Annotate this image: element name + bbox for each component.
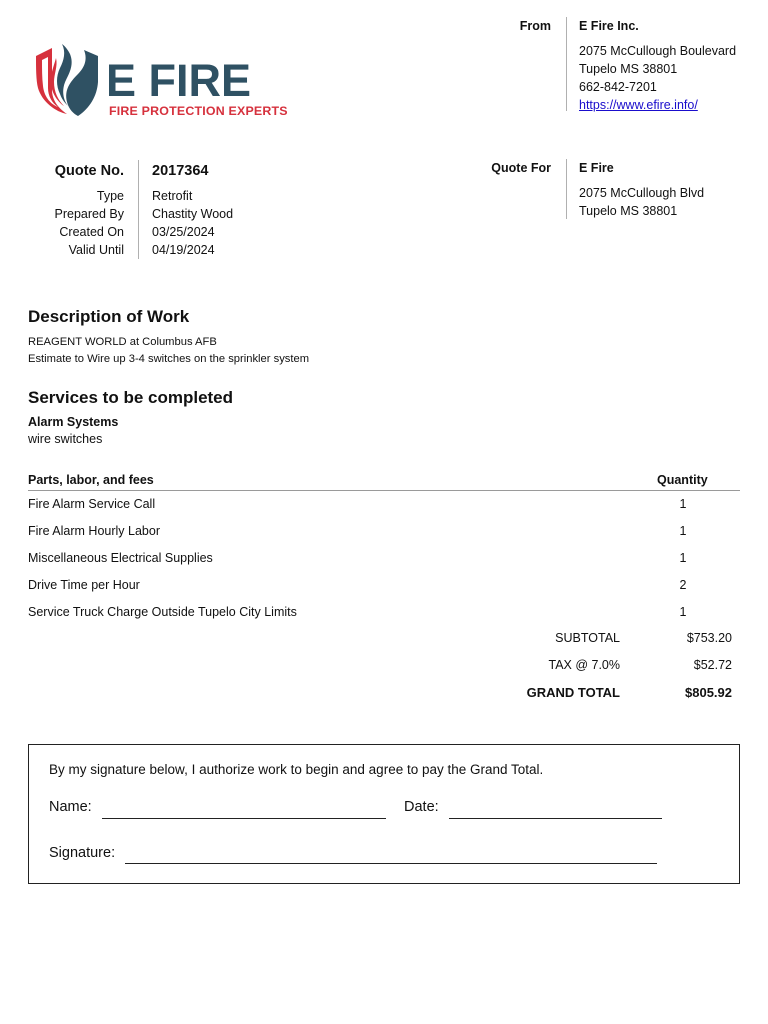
created-on-value: 03/25/2024 <box>152 225 215 239</box>
tax-label: TAX @ 7.0% <box>548 658 620 672</box>
brand-tagline: FIRE PROTECTION EXPERTS <box>109 104 288 118</box>
from-company: E Fire Inc. <box>579 19 639 33</box>
quote-divider <box>138 160 139 259</box>
item-name: Fire Alarm Service Call <box>28 497 156 511</box>
item-quantity: 1 <box>679 524 687 538</box>
quote-for-address <box>579 184 704 220</box>
authorization-text: By my signature below, I authorize work to begin and agree to pay the Grand Total. <box>49 762 544 777</box>
created-on-label: Created On <box>59 225 124 239</box>
quote-for-address-line2: Tupelo MS 38801 <box>579 204 678 218</box>
items-table-header <box>28 473 740 491</box>
valid-until-label: Valid Until <box>68 243 124 257</box>
type-label: Type <box>96 189 124 203</box>
quote-field-labels <box>30 187 124 259</box>
valid-until-value: 04/19/2024 <box>152 243 215 257</box>
quote-number: 2017364 <box>152 163 209 179</box>
prepared-by-label: Prepared By <box>54 207 124 221</box>
subtotal-value: $753.20 <box>686 631 732 645</box>
item-quantity: 2 <box>679 578 687 592</box>
from-label: From <box>519 19 551 33</box>
from-divider <box>566 17 567 111</box>
from-phone: 662-842-7201 <box>579 80 657 94</box>
services-heading: Services to be completed <box>28 388 234 407</box>
from-address-line2: Tupelo MS 38801 <box>579 62 678 76</box>
prepared-by-value: Chastity Wood <box>152 207 234 221</box>
item-quantity: 1 <box>679 551 687 565</box>
quote-for-divider <box>566 159 567 219</box>
description-heading: Description of Work <box>28 307 190 326</box>
quote-for-address-line1: 2075 McCullough Blvd <box>579 186 705 200</box>
date-label: Date: <box>404 799 439 815</box>
item-quantity: 1 <box>679 605 687 619</box>
table-row <box>28 524 740 542</box>
subtotal-label: SUBTOTAL <box>555 631 620 645</box>
table-row <box>28 578 740 596</box>
type-value: Retrofit <box>152 189 193 203</box>
quote-for-label: Quote For <box>491 161 551 175</box>
table-row <box>28 497 740 515</box>
item-name: Drive Time per Hour <box>28 578 140 592</box>
description-line1: REAGENT WORLD at Columbus AFB <box>28 336 217 348</box>
quote-number-label: Quote No. <box>54 163 124 179</box>
flame-shield-icon <box>34 42 100 122</box>
brand-name: E FIRE <box>106 55 252 106</box>
item-name: Miscellaneous Electrical Supplies <box>28 551 213 565</box>
quote-for-name: E Fire <box>579 161 614 175</box>
item-name: Service Truck Charge Outside Tupelo City Limits <box>28 605 297 619</box>
items-column-header: Parts, labor, and fees <box>28 473 154 487</box>
signature-label: Signature: <box>49 845 116 861</box>
table-row <box>28 551 740 569</box>
from-address-line1: 2075 McCullough Boulevard <box>579 44 737 58</box>
grand-total-label: GRAND TOTAL <box>526 685 620 700</box>
company-logo <box>34 42 294 124</box>
grand-total-value: $805.92 <box>685 685 732 700</box>
description-text <box>28 334 309 368</box>
item-quantity: 1 <box>679 497 687 511</box>
service-category: Alarm Systems <box>28 415 119 429</box>
from-website-link[interactable]: https://www.efire.info/ <box>579 98 698 112</box>
from-address <box>579 42 736 114</box>
name-label: Name: <box>49 799 92 815</box>
service-subtitle: wire switches <box>28 432 103 446</box>
quantity-column-header: Quantity <box>657 473 708 487</box>
signature-field-line[interactable] <box>125 863 657 864</box>
item-name: Fire Alarm Hourly Labor <box>28 524 160 538</box>
name-field-line[interactable] <box>102 818 386 819</box>
signature-box <box>28 744 740 884</box>
tax-value: $52.72 <box>693 658 732 672</box>
table-row <box>28 605 740 623</box>
quote-field-values <box>152 187 233 259</box>
date-field-line[interactable] <box>449 818 662 819</box>
description-line2: Estimate to Wire up 3-4 switches on the sprinkler system <box>28 353 310 365</box>
